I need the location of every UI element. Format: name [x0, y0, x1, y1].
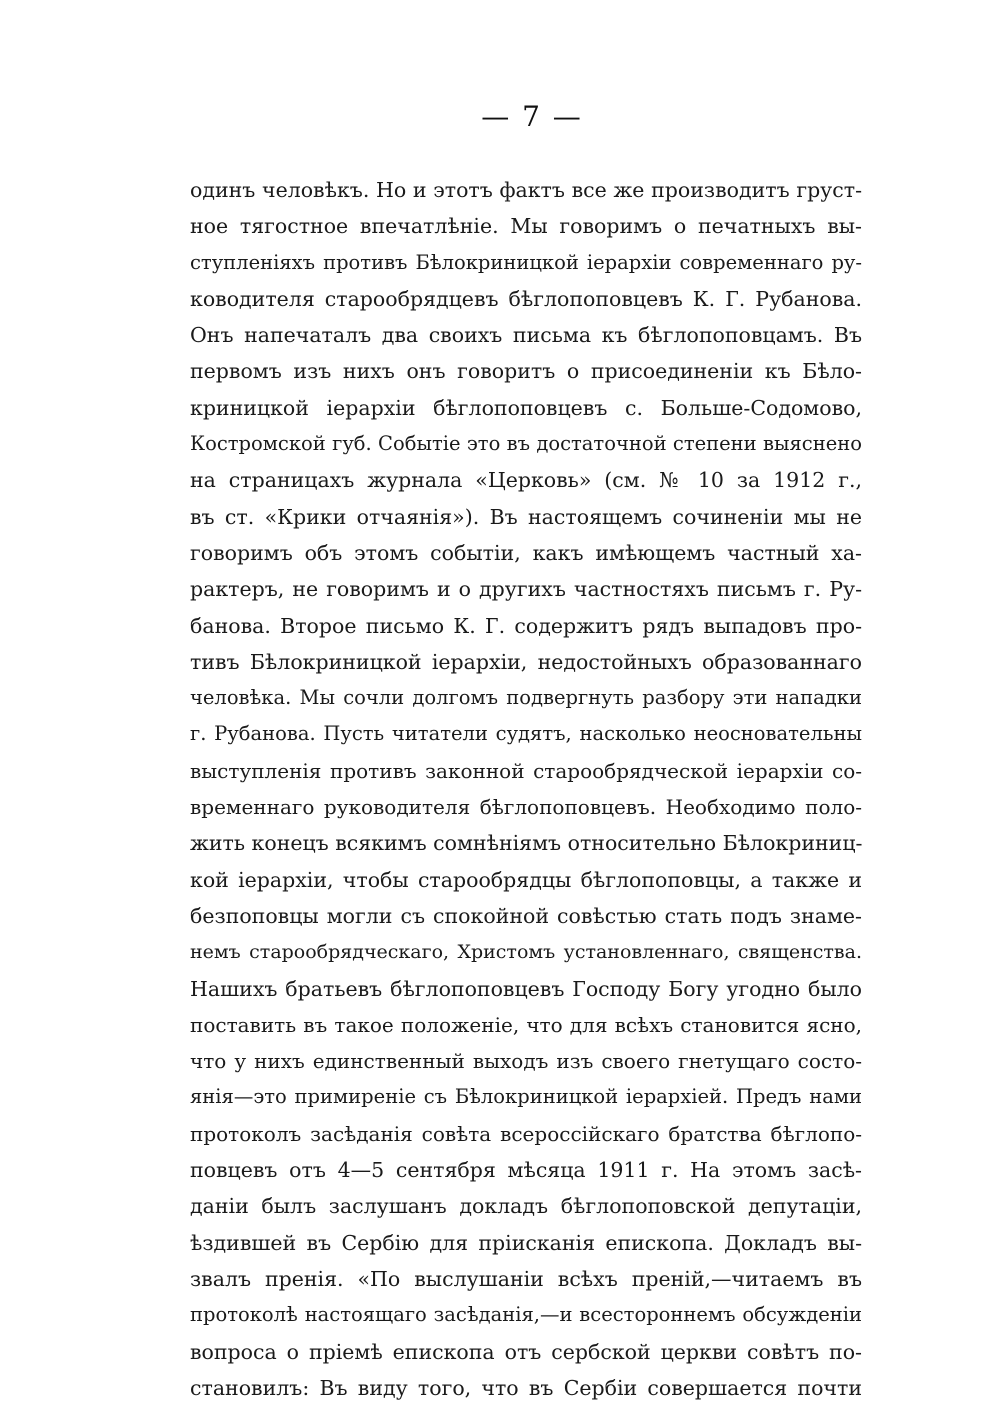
- text-line: протоколѣ настоящаго засѣданія,—и всестороннемъ обсужденіи: [190, 1303, 862, 1327]
- text-line: ѣздившей въ Сербію для пріисканія епископа. Докладъ вы-: [190, 1230, 862, 1255]
- text-line: выступленія противъ законной старообрядческой іерархіи со-: [190, 758, 862, 783]
- text-line: кой іерархіи, чтобы старообрядцы бѣглопоповцы, а также и: [190, 867, 862, 892]
- text-line: Костромской губ. Событіе это въ достаточной степени выяснено: [190, 432, 862, 456]
- text-line: Нашихъ братьевъ бѣглопоповцевъ Господу Богу угодно было: [190, 976, 862, 1001]
- text-line: безпоповцы могли съ спокойной совѣстью стать подъ знаме-: [190, 903, 862, 928]
- text-line: человѣка. Мы сочли долгомъ подвергнуть разбору эти нападки: [190, 686, 862, 710]
- text-line: даніи былъ заслушанъ докладъ бѣглопоповской депутаціи,: [190, 1194, 862, 1219]
- text-line: первомъ изъ нихъ онъ говоритъ о присоединеніи къ Бѣло-: [190, 359, 862, 384]
- body-text: [190, 172, 862, 1406]
- text-line: временнаго руководителя бѣглопоповцевъ. Необходимо поло-: [190, 795, 862, 820]
- text-line: ное тягостное впечатлѣніе. Мы говоримъ о печатныхъ вы-: [190, 214, 862, 239]
- text-line: рактеръ, не говоримъ и о другихъ частностяхъ письмъ г. Ру-: [190, 577, 862, 602]
- text-line: жить конецъ всякимъ сомнѣніямъ относительно Бѣлокриниц-: [190, 831, 862, 856]
- text-line: поставить въ такое положеніе, что для всѣхъ становится ясно,: [190, 1012, 862, 1037]
- text-line: на страницахъ журнала «Церковь» (см. № 10 за 1912 г.,: [190, 468, 862, 493]
- text-line: янія—это примиреніе съ Бѣлокриницкой іерархіей. Предъ нами: [190, 1085, 862, 1109]
- text-line: становилъ: Въ виду того, что въ Сербіи совершается почти: [190, 1375, 862, 1400]
- text-line: протоколъ засѣданія совѣта всероссійскаго братства бѣглопо-: [190, 1121, 862, 1146]
- text-line: тивъ Бѣлокриницкой іерархіи, недостойныхъ образованнаго: [190, 649, 862, 674]
- text-line: банова. Второе письмо К. Г. содержитъ рядъ выпадовъ про-: [190, 613, 862, 638]
- text-line: говоримъ объ этомъ событіи, какъ имѣющемъ частный ха-: [190, 540, 862, 565]
- text-line: г. Рубанова. Пусть читатели судятъ, насколько неосновательны: [190, 722, 862, 746]
- text-line: одинъ человѣкъ. Но и этотъ фактъ все же производитъ груст-: [190, 178, 862, 202]
- text-line: немъ старообрядческаго, Христомъ установленнаго, священства.: [190, 941, 862, 964]
- text-line: что у нихъ единственный выходъ изъ своего гнетущаго состо-: [190, 1049, 862, 1074]
- text-line: ступленіяхъ противъ Бѣлокриницкой іерархіи современнаго ру-: [190, 250, 862, 274]
- text-line: криницкой іерархіи бѣглопоповцевъ с. Больше-Содомово,: [190, 395, 862, 420]
- page-number: — 7 —: [481, 100, 583, 133]
- text-line: вопроса о пріемѣ епископа отъ сербской церкви совѣтъ по-: [190, 1339, 862, 1364]
- text-line: Онъ напечаталъ два своихъ письма къ бѣглопоповцамъ. Въ: [190, 323, 862, 348]
- text-line: звалъ пренія. «По выслушаніи всѣхъ преній,—читаемъ въ: [190, 1266, 862, 1291]
- text-line: повцевъ отъ 4—5 сентября мѣсяца 1911 г. На этомъ засѣ-: [190, 1158, 862, 1183]
- text-line: ководителя старообрядцевъ бѣглопоповцевъ К. Г. Рубанова.: [190, 286, 862, 311]
- text-line: въ ст. «Крики отчаянія»). Въ настоящемъ сочиненіи мы не: [190, 504, 862, 529]
